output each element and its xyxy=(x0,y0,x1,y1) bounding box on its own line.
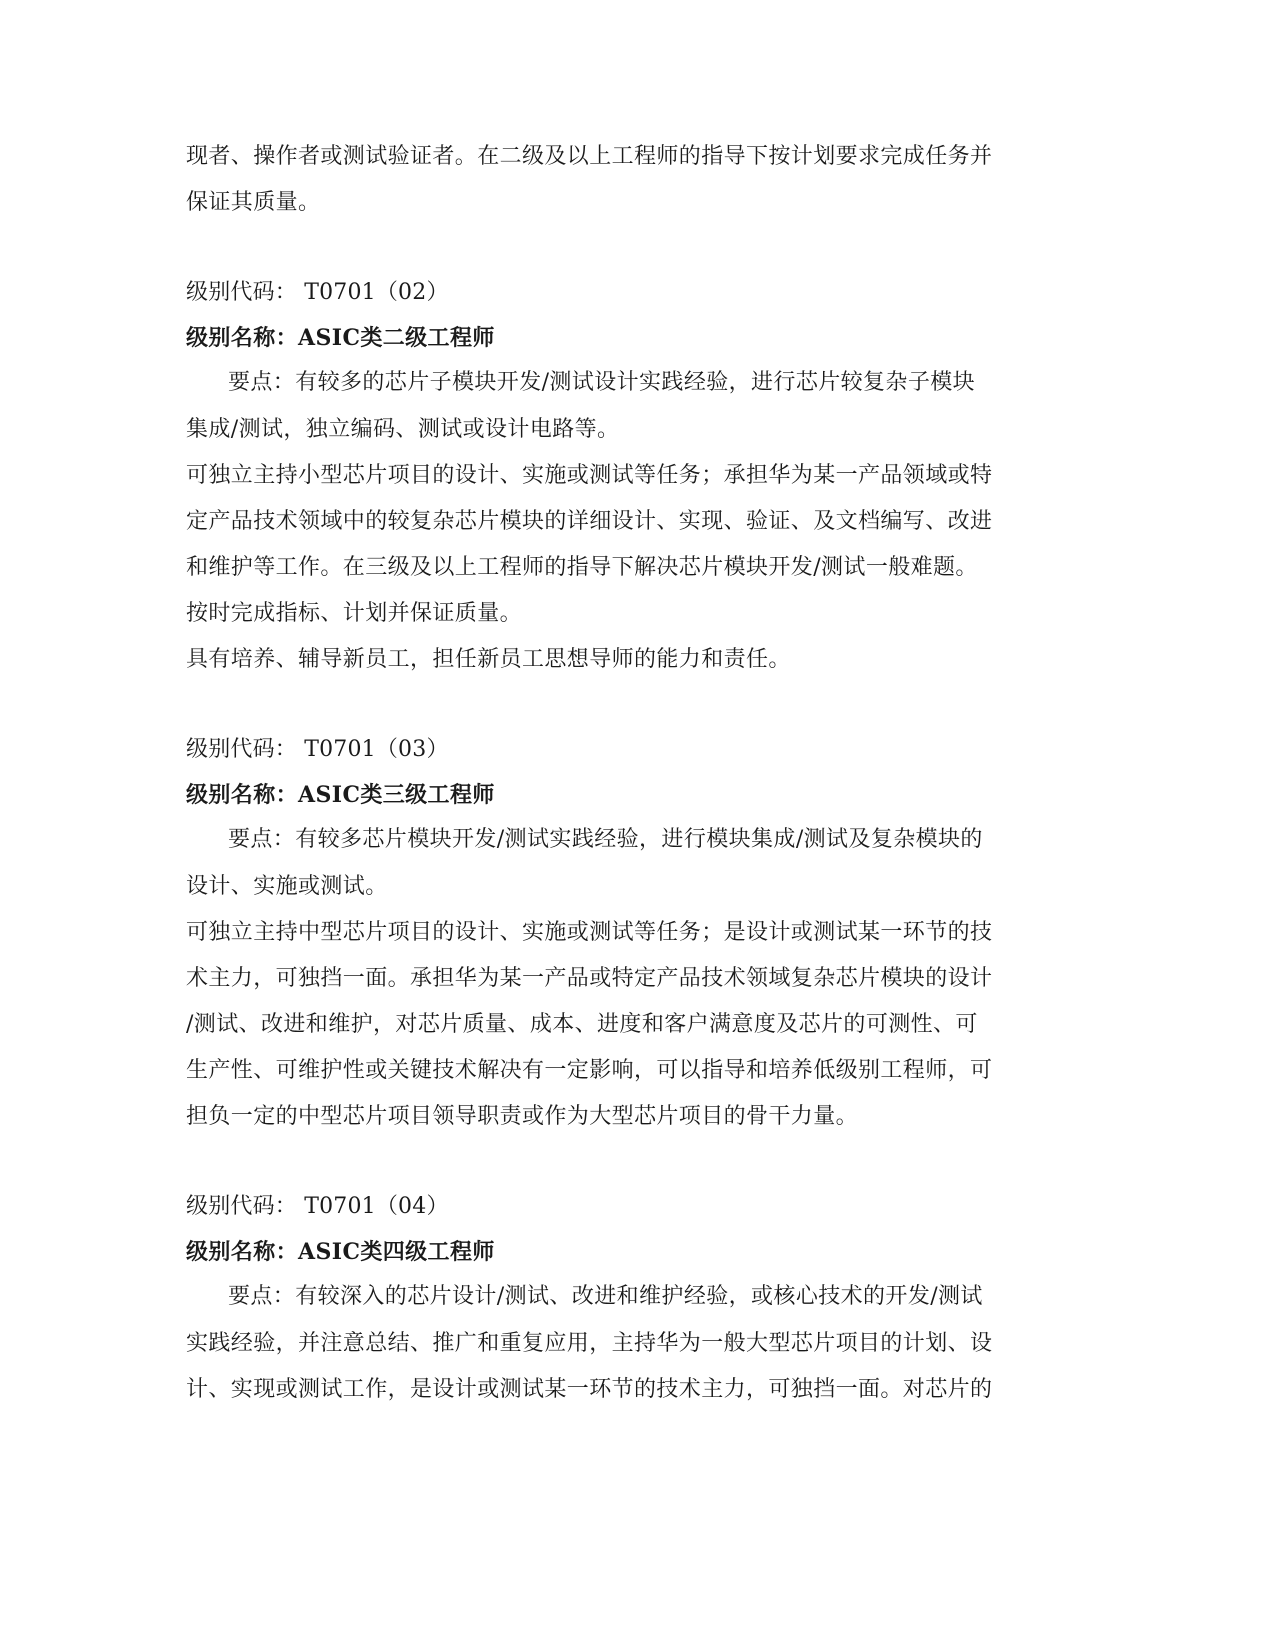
level-name: 级别名称：ASIC类三级工程师 xyxy=(186,782,495,808)
body-text-line: 要点：有较多的芯片子模块开发/测试设计实践经验，进行芯片较复杂子模块 xyxy=(228,370,976,395)
intro-text-line: 现者、操作者或测试验证者。在二级及以上工程师的指导下按计划要求完成任务并 xyxy=(186,144,993,169)
body-text-line: 术主力，可独挡一面。承担华为某一产品或特定产品技术领域复杂芯片模块的设计 xyxy=(186,966,993,991)
body-text-line: 要点：有较多芯片模块开发/测试实践经验，进行模块集成/测试及复杂模块的 xyxy=(228,827,983,852)
body-text-line: 担负一定的中型芯片项目领导职责或作为大型芯片项目的骨干力量。 xyxy=(186,1104,859,1129)
intro-text-line: 保证其质量。 xyxy=(186,190,321,215)
body-text-line: 可独立主持小型芯片项目的设计、实施或测试等任务；承担华为某一产品领域或特 xyxy=(186,463,993,488)
body-text-line: 计、实现或测试工作，是设计或测试某一环节的技术主力，可独挡一面。对芯片的 xyxy=(186,1377,993,1402)
body-text-line: 集成/测试，独立编码、测试或设计电路等。 xyxy=(186,417,620,442)
level-code: 级别代码： T0701（02） xyxy=(186,280,449,305)
body-text-line: 实践经验，并注意总结、推广和重复应用，主持华为一般大型芯片项目的计划、设 xyxy=(186,1331,993,1356)
body-text-line: 要点：有较深入的芯片设计/测试、改进和维护经验，或核心技术的开发/测试 xyxy=(228,1284,983,1309)
level-code: 级别代码： T0701（04） xyxy=(186,1194,449,1219)
level-name: 级别名称：ASIC类二级工程师 xyxy=(186,325,495,351)
level-code: 级别代码： T0701（03） xyxy=(186,737,449,762)
body-text-line: 设计、实施或测试。 xyxy=(186,874,388,899)
level-name: 级别名称：ASIC类四级工程师 xyxy=(186,1239,495,1265)
body-text-line: 定产品技术领域中的较复杂芯片模块的详细设计、实现、验证、及文档编写、改进 xyxy=(186,509,993,534)
body-text-line: 可独立主持中型芯片项目的设计、实施或测试等任务；是设计或测试某一环节的技 xyxy=(186,920,993,945)
body-text-line: 具有培养、辅导新员工，担任新员工思想导师的能力和责任。 xyxy=(186,647,791,672)
body-text-line: 和维护等工作。在三级及以上工程师的指导下解决芯片模块开发/测试一般难题。 xyxy=(186,555,978,580)
body-text-line: 生产性、可维护性或关键技术解决有一定影响，可以指导和培养低级别工程师，可 xyxy=(186,1058,993,1083)
body-text-line: 按时完成指标、计划并保证质量。 xyxy=(186,601,523,626)
body-text-line: /测试、改进和维护，对芯片质量、成本、进度和客户满意度及芯片的可测性、可 xyxy=(186,1012,978,1037)
